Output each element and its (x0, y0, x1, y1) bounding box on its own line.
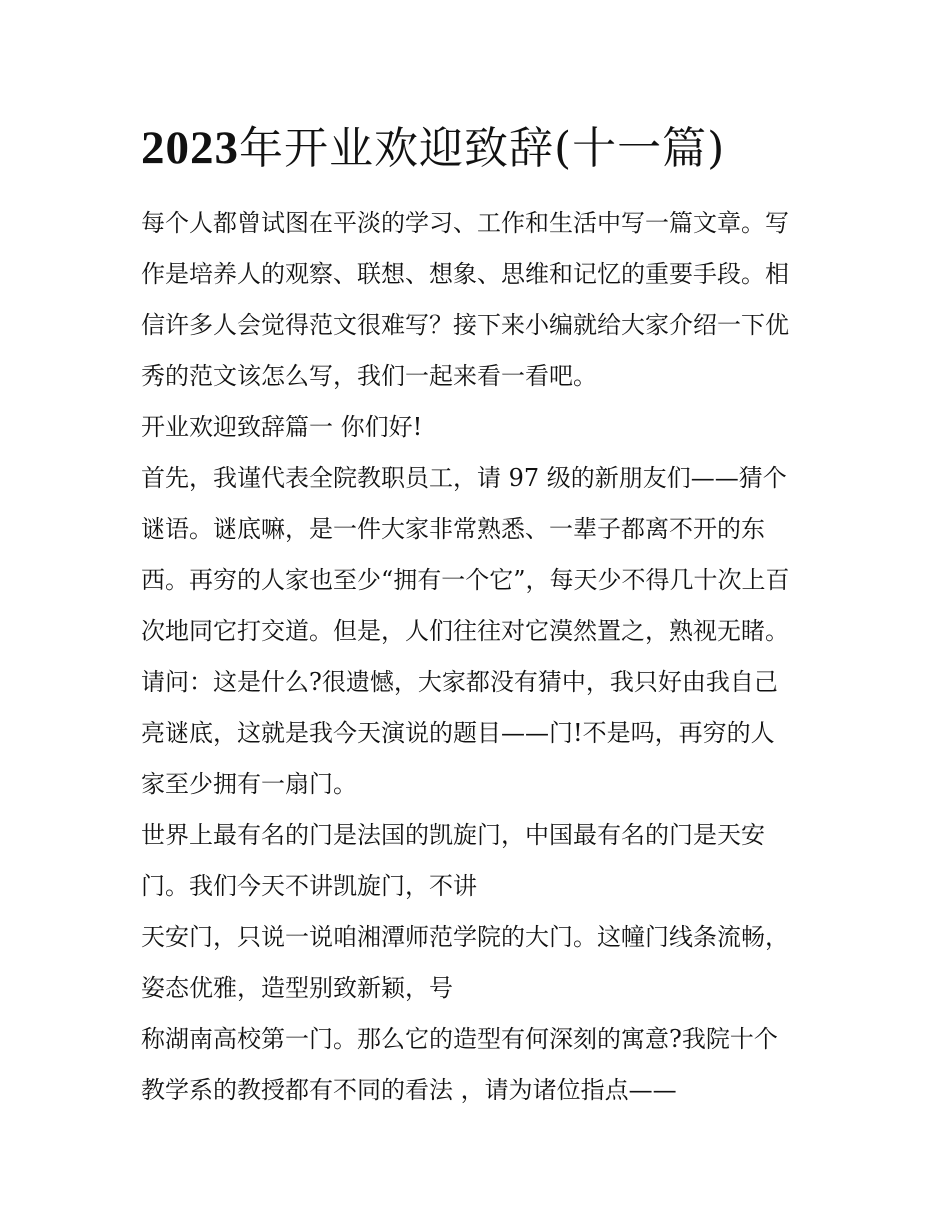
paragraph-line: 称湖南高校第一门。那么它的造型有何深刻的寓意?我院十个 (141, 1025, 778, 1053)
paragraph-line: 每个人都曾试图在平淡的学习、工作和生活中写一篇文章。写 (141, 209, 789, 237)
paragraph-line: 谜语。谜底嘛，是一件大家非常熟悉、一辈子都离不开的东 (141, 515, 765, 543)
paragraph-line: 门。我们今天不讲凯旋门，不讲 (141, 872, 477, 900)
paragraph-line: 次地同它打交道。但是，人们往往对它漠然置之，熟视无睹。 (141, 617, 789, 645)
paragraph-line: 亮谜底，这就是我今天演说的题目——门!不是吗，再穷的人 (141, 719, 775, 747)
document-body (141, 198, 821, 1116)
paragraph-line: 西。再穷的人家也至少“拥有一个它”，每天少不得几十次上百 (141, 566, 790, 594)
paragraph-line: 姿态优雅，造型别致新颖，号 (141, 974, 453, 1002)
paragraph-line: 秀的范文该怎么写，我们一起来看一看吧。 (141, 362, 597, 390)
title-text: 年开业欢迎致辞(十一篇) (239, 123, 726, 174)
paragraph-line: 世界上最有名的门是法国的凯旋门，中国最有名的门是天安 (141, 821, 765, 849)
paragraph-line: 教学系的教授都有不同的看法 ，请为诸位指点—— (141, 1076, 677, 1104)
section-heading-line: 开业欢迎致辞篇一 你们好! (141, 413, 423, 441)
paragraph-line: 请问：这是什么?很遗憾，大家都没有猜中，我只好由我自己 (141, 668, 778, 696)
paragraph-line: 作是培养人的观察、联想、想象、思维和记忆的重要手段。相 (141, 260, 789, 288)
title-year: 2023 (141, 122, 239, 174)
paragraph-line: 信许多人会觉得范文很难写？接下来小编就给大家介绍一下优 (141, 311, 789, 339)
paragraph-line: 天安门，只说一说咱湘潭师范学院的大门。这幢门线条流畅， (141, 923, 789, 951)
paragraph-line: 首先，我谨代表全院教职员工，请 97 级的新朋友们——猜个 (141, 464, 787, 492)
document-title (141, 118, 841, 179)
paragraph-line: 家至少拥有一扇门。 (141, 770, 357, 798)
